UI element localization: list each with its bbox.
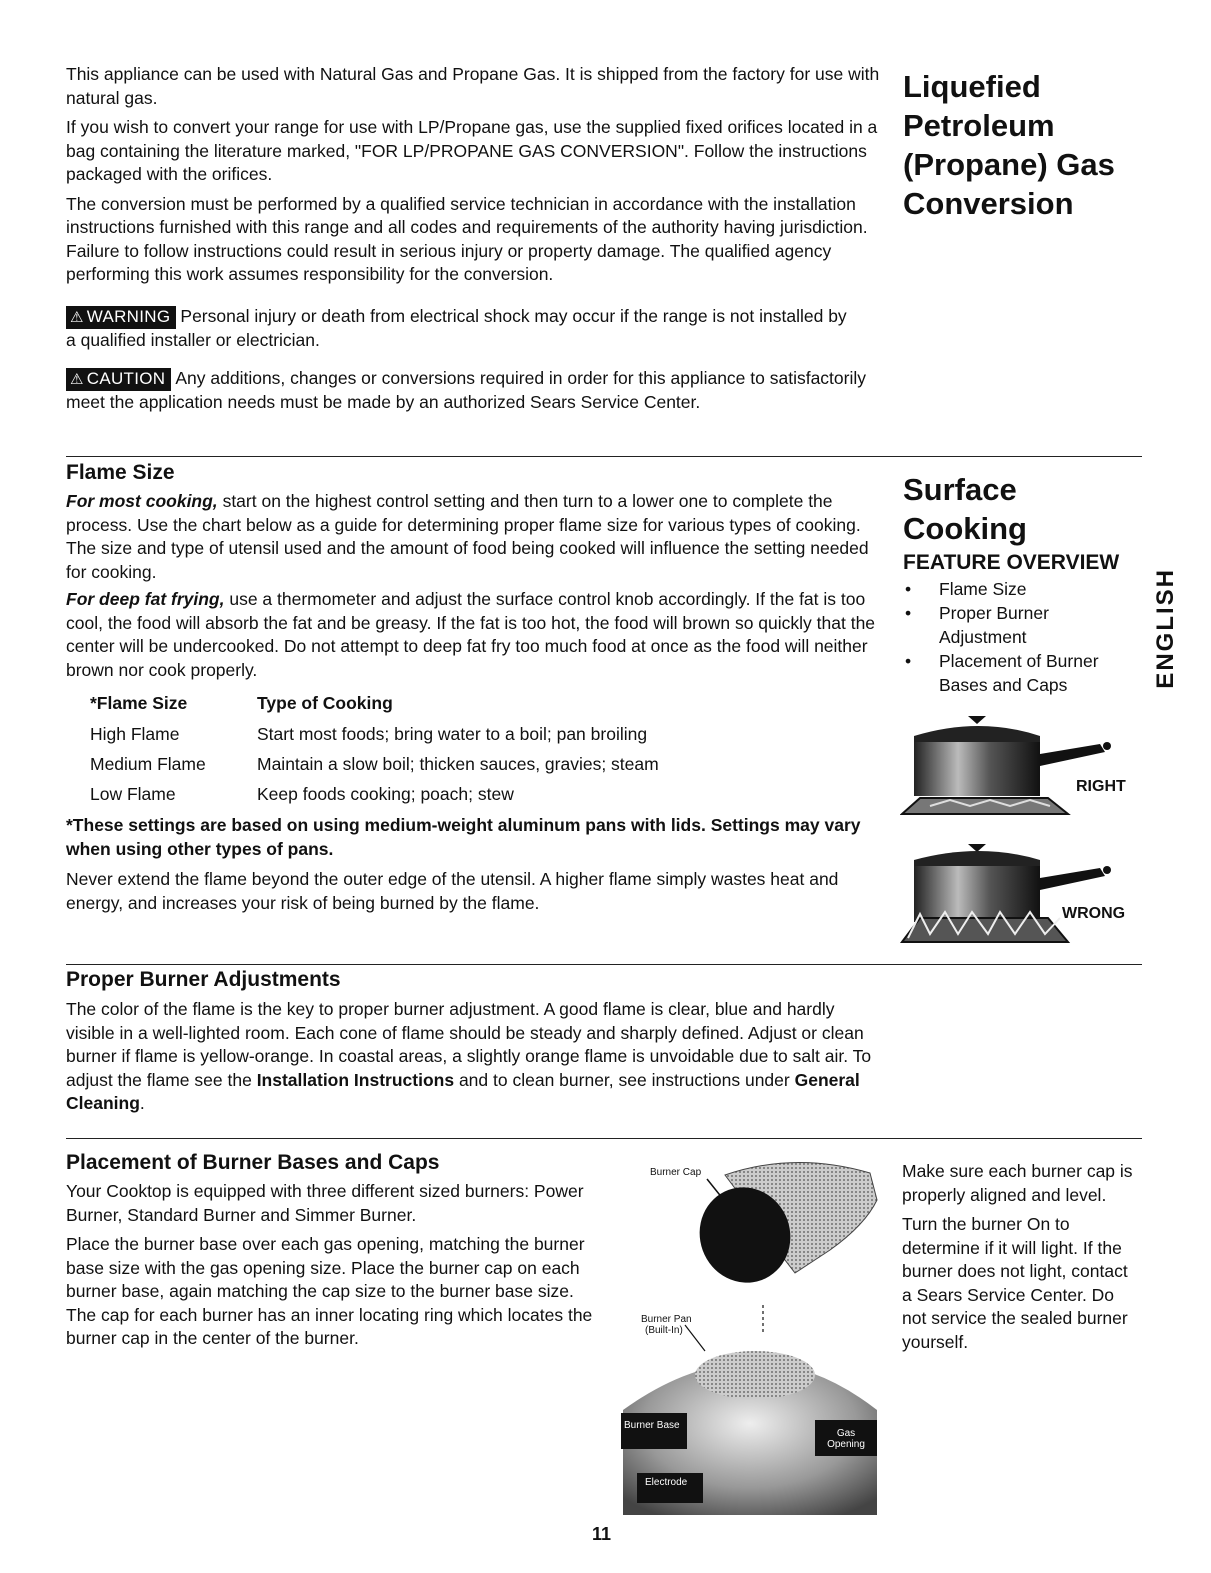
warning-triangle-icon: ⚠ [70,309,84,326]
feature-item-flame-size: • Flame Size [905,579,1027,599]
figure-label-right: RIGHT [1076,778,1126,795]
label-gas-opening: Gas Opening [827,1428,865,1450]
label-burner-pan: Burner Pan [641,1314,692,1325]
lp-heading-line-3: (Propane) Gas [903,147,1115,182]
figure-label-wrong: WRONG [1062,905,1126,922]
bullet: • [905,603,912,623]
surface-cooking-line-1: Surface [903,472,1017,507]
section-divider [66,964,1142,965]
saucepan-icon [914,866,1040,922]
caution-text: Any additions, changes or conversions required in order for this appliance to satisfactorily meet the application needs must be made by an authorized Sears Service Center. [66,368,867,412]
placement-body [66,1180,596,1351]
placement-paragraph-2: Place the burner base over each gas opening, matching the burner base size with the gas opening size. Place the burner cap on each burner base, again matching the cap size to the burner base size. The cap for each burner has an inner locating ring which locates the burner cap in the center of the burner. [66,1234,593,1348]
pan-handle-icon [1040,868,1105,890]
feature-item-burner-adjustment: • Proper Burner Adjustment [905,603,1049,647]
lp-paragraph-2: If you wish to convert your range for use with LP/Propane gas, use the supplied fixed orifices located in a bag containing the literature marked, "FOR LP/PROPANE GAS CONVERSION". Follow the instructions packaged with the orifices. [66,117,878,184]
burner-adjustments-body: The color of the flame is the key to proper burner adjustment. A good flame is clear, blue and hardly visible in a well-lighted room. Each cone of flame should be steady and sharply defined. Adjust or clean burner if flame is yellow-orange. In coastal areas, a slightly orange flame is unvoidable due to salt air. To adjust the flame see the Installation Instructions and to clean burner, see instructions under General Cleaning. [66,999,872,1113]
lp-paragraph-1: This appliance can be used with Natural Gas and Propane Gas. It is shipped from the factory for use with natural gas. [66,64,880,108]
lp-heading [903,67,1203,223]
installation-instructions-reference: Installation Instructions [256,1069,455,1090]
pan-wrong-illustration [900,842,1140,946]
placement-paragraph-1: Your Cooktop is equipped with three different sized burners: Power Burner, Standard Burner and Simmer Burner. [66,1181,584,1225]
feature-item-placement: • Placement of Burner Bases and Caps [905,651,1099,695]
burner-assembly-illustration [615,1155,885,1520]
saucepan-icon [914,742,1040,796]
flame-size-paragraph-1: For most cooking, start on the highest control setting and then turn to a lower one to complete the process. Use the chart below as a guide for determining proper flame size for various types of cooking. The size and type of utensil used and the amount of food being cooked will influence the setting needed for cooking. [66,491,869,582]
flame-size-closing: Never extend the flame beyond the outer edge of the utensil. A higher flame simply wastes heat and energy, and increases your risk of being burned by the flame. [66,869,839,913]
label-electrode: Electrode [645,1477,688,1488]
lid-knob-icon [968,716,986,724]
caution-triangle-icon: ⚠ [70,371,84,388]
lp-intro-block [66,63,884,287]
placement-side-paragraph-1: Make sure each burner cap is properly aligned and level. [902,1161,1133,1205]
flame-table-header-type: Type of Cooking [257,693,393,713]
feature-overview-title: FEATURE OVERVIEW [903,551,1120,574]
burner-grate-icon [902,798,1068,814]
surface-cooking-line-2: Cooking [903,511,1027,546]
label-built-in: (Built-In) [645,1325,683,1336]
burner-base-icon [695,1351,815,1399]
flame-table-footnote: *These settings are based on using medium-weight aluminum pans with lids. Settings may vary when using other types of pans. [66,815,861,859]
feature-overview-list [903,577,1113,697]
warning-badge: ⚠ WARNING [66,306,176,329]
lp-heading-line-4: Conversion [903,186,1074,221]
bullet: • [905,579,912,599]
warning-notice [66,305,856,353]
label-burner-base: Burner Base [624,1420,680,1431]
lid-knob-icon [968,844,986,852]
caution-notice [66,367,884,415]
flame-size-title: Flame Size [66,461,175,484]
lp-heading-line-1: Liquefied [903,69,1041,104]
page-number: 11 [592,1524,612,1544]
label-burner-cap: Burner Cap [650,1167,702,1178]
pan-handle-icon [1040,744,1105,766]
flame-size-paragraph-2: For deep fat frying, use a thermometer and adjust the surface control knob accordingly. If the fat is too cool, the food will absorb the fat and be greasy. If the fat is too hot, the food will brown so quickly that the center will be undercooked. Do not attempt to deep fat fry too much food at once as the food will neither brown nor cook properly. [66,589,876,680]
section-divider [66,1138,1142,1139]
general-cleaning-reference: General Cleaning [66,1069,860,1113]
section-divider [66,456,1142,457]
lp-paragraph-3: The conversion must be performed by a qualified service technician in accordance with the installation instructions furnished with this range and all codes and requirements of the authority having jurisdiction. Failure to follow instructions could result in serious injury or property damage. The qualified agency performing this work assumes responsibility for the conversion. [66,193,868,284]
lp-heading-line-2: Petroleum [903,108,1055,143]
burner-adjustments-title: Proper Burner Adjustments [66,968,341,991]
surface-cooking-heading [903,470,1153,548]
warning-text: Personal injury or death from electrical shock may occur if the range is not installed by a qualified installer or electrician. [66,306,847,350]
flame-table-header-size: *Flame Size [90,693,188,713]
pan-right-illustration [900,714,1140,826]
caution-badge: ⚠ CAUTION [66,368,171,391]
language-tab: ENGLISH [1152,568,1179,689]
bullet: • [905,651,912,671]
placement-side-notes [902,1160,1134,1354]
flame-size-body [66,490,882,682]
placement-title: Placement of Burner Bases and Caps [66,1151,440,1174]
placement-side-paragraph-2: Turn the burner On to determine if it will light. If the burner does not light, contact a Sears Service Center. Do not service the sealed burner yourself. [902,1214,1128,1352]
